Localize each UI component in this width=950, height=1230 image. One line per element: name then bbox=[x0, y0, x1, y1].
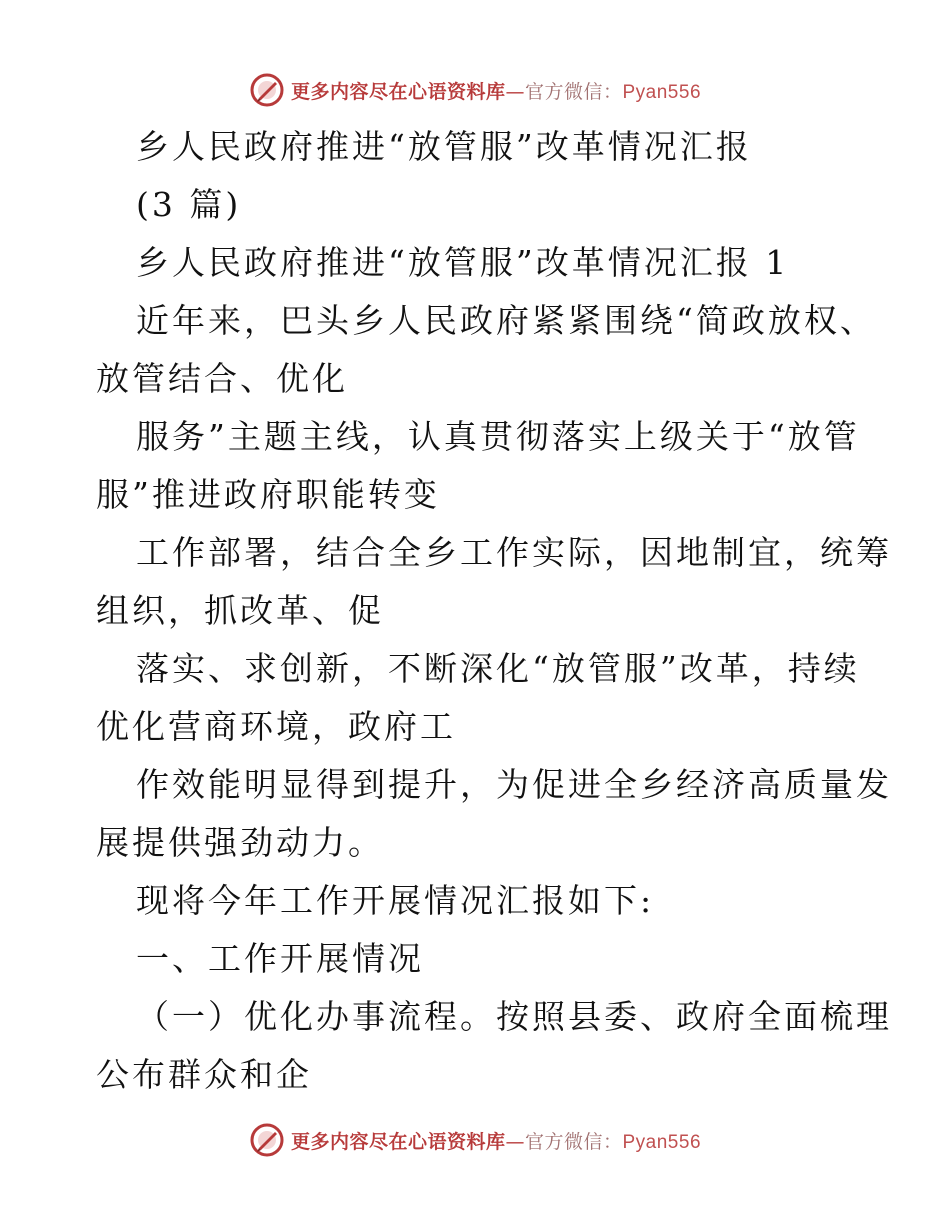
pen-logo-icon bbox=[249, 72, 285, 108]
watermark-contact-label: 官方微信： bbox=[524, 80, 623, 103]
subsection-heading: 一、工作开展情况 bbox=[136, 939, 424, 978]
paragraph-line: 组织，抓改革、促 bbox=[96, 591, 384, 630]
paragraph-line: 公布群众和企 bbox=[96, 1055, 312, 1094]
watermark-contact-id: Pyan556 bbox=[622, 1131, 702, 1153]
paragraph-line: 展提供强劲动力。 bbox=[96, 823, 384, 862]
document-subtitle: (3 篇) bbox=[136, 185, 242, 224]
document-title: 乡人民政府推进“放管服”改革情况汇报 bbox=[136, 127, 752, 166]
paragraph-line: 放管结合、优化 bbox=[96, 359, 348, 398]
watermark-contact-id: Pyan556 bbox=[622, 81, 702, 103]
pen-logo-icon bbox=[249, 1122, 285, 1158]
watermark-brand: 更多内容尽在心语资料库 bbox=[290, 1130, 506, 1153]
watermark-contact-label: 官方微信： bbox=[524, 1130, 623, 1153]
paragraph-line: 服”推进政府职能转变 bbox=[96, 475, 440, 514]
section-heading: 乡人民政府推进“放管服”改革情况汇报 1 bbox=[136, 243, 790, 282]
paragraph-line: 优化营商环境，政府工 bbox=[96, 707, 456, 746]
document-body bbox=[96, 118, 892, 1104]
paragraph-line: （一）优化办事流程。按照县委、政府全面梳理 bbox=[136, 997, 892, 1036]
paragraph-line: 作效能明显得到提升，为促进全乡经济高质量发 bbox=[136, 765, 892, 804]
paragraph-line: 现将今年工作开展情况汇报如下: bbox=[136, 881, 655, 920]
watermark-text bbox=[291, 1127, 701, 1154]
watermark-header bbox=[0, 70, 950, 110]
watermark-text bbox=[291, 77, 701, 104]
paragraph-line: 工作部署，结合全乡工作实际，因地制宜，统筹 bbox=[136, 533, 892, 572]
paragraph-line: 落实、求创新，不断深化“放管服”改革，持续 bbox=[136, 649, 860, 688]
paragraph-line: 近年来，巴头乡人民政府紧紧围绕“简政放权、 bbox=[136, 301, 876, 340]
watermark-dash: — bbox=[505, 1130, 525, 1153]
watermark-footer bbox=[0, 1120, 950, 1160]
paragraph-line: 服务”主题主线，认真贯彻落实上级关于“放管 bbox=[136, 417, 860, 456]
watermark-brand: 更多内容尽在心语资料库 bbox=[290, 80, 506, 103]
watermark-dash: — bbox=[505, 80, 525, 103]
